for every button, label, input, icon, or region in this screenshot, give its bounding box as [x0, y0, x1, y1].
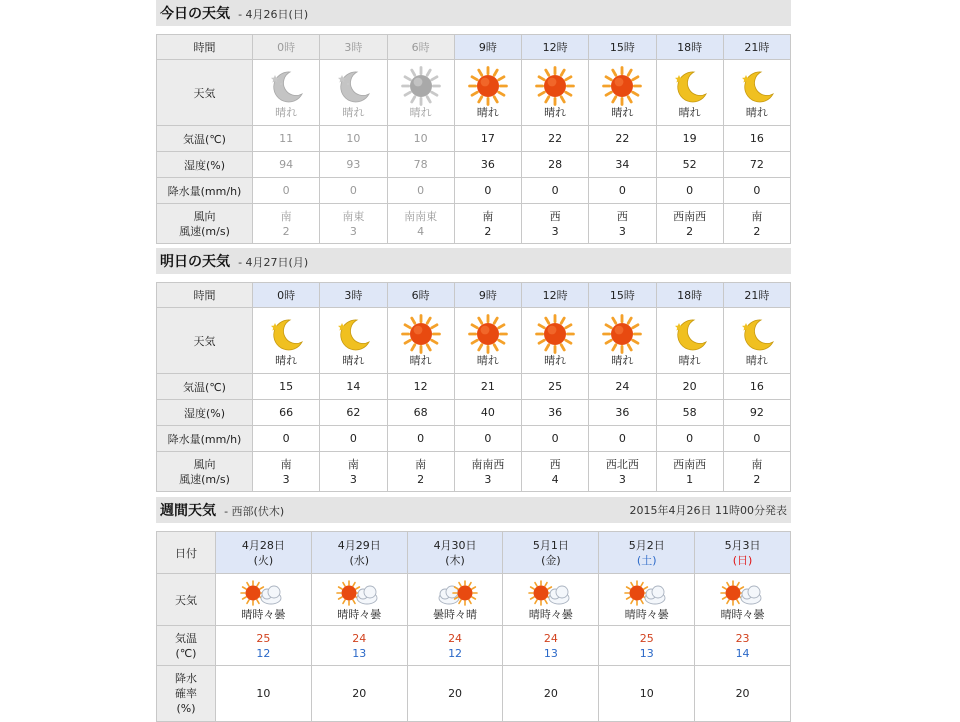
- precip-value: 0: [589, 426, 656, 452]
- wind-speed-value: 3: [349, 224, 357, 238]
- humidity-value: 36: [522, 400, 589, 426]
- rain-prob-value: 10: [216, 666, 312, 722]
- moon-icon: [737, 314, 777, 354]
- weekly-weather-cell: [695, 574, 791, 626]
- weather-cell: [723, 60, 790, 126]
- weather-cell: [656, 308, 723, 374]
- temp-value: 10: [387, 126, 454, 152]
- weather-text: 晴れ: [275, 353, 298, 367]
- humidity-label: 湿度(%): [157, 152, 253, 178]
- weather-text: 晴時々曇: [528, 607, 573, 621]
- sun-cloud-icon: [619, 578, 675, 608]
- wind-dir-value: 西南西: [673, 457, 707, 471]
- weather-text: 晴れ: [476, 353, 499, 367]
- weekday-text: (火): [253, 553, 274, 567]
- time-header: 6時: [387, 283, 454, 308]
- rain-label-1: 降水: [175, 672, 197, 685]
- weather-text: 晴れ: [409, 105, 432, 119]
- time-header: 9時: [454, 35, 521, 60]
- wind-dir-value: 西: [549, 209, 561, 223]
- temp-label: [157, 626, 216, 666]
- precip-row: [157, 178, 791, 204]
- humidity-value: 34: [589, 152, 656, 178]
- weather-cell: [589, 308, 656, 374]
- wind-cell: [723, 452, 790, 492]
- high-temp: 24: [352, 631, 367, 645]
- humidity-row: [157, 152, 791, 178]
- wind-cell: [253, 452, 320, 492]
- weather-text: 晴時々曇: [337, 607, 382, 621]
- humidity-value: 52: [656, 152, 723, 178]
- temp-value: 22: [522, 126, 589, 152]
- temp-value: 19: [656, 126, 723, 152]
- weather-cell: [454, 308, 521, 374]
- time-label: 時間: [157, 35, 253, 60]
- time-row: [157, 283, 791, 308]
- moon-icon: [333, 314, 373, 354]
- date-header: [216, 532, 312, 574]
- time-header: 12時: [522, 283, 589, 308]
- sun-icon: [468, 314, 508, 354]
- wind-speed-value: 2: [753, 472, 761, 486]
- rain-label-2: 確率: [175, 687, 197, 700]
- time-header: 3時: [320, 283, 387, 308]
- wind-cell: [522, 204, 589, 244]
- weather-cell: [253, 60, 320, 126]
- weather-label: 天気: [157, 308, 253, 374]
- date-text: 4月30日: [433, 538, 477, 552]
- temp-value: 20: [656, 374, 723, 400]
- wind-dir-value: 南: [415, 457, 427, 471]
- time-header: 9時: [454, 283, 521, 308]
- weather-text: 晴れ: [678, 353, 701, 367]
- rain-label-3: (%): [176, 702, 196, 715]
- rain-label: [157, 666, 216, 722]
- time-header: 18時: [656, 283, 723, 308]
- wind-dir-value: 西: [549, 457, 561, 471]
- wind-cell: [723, 204, 790, 244]
- humidity-value: 62: [320, 400, 387, 426]
- humidity-value: 66: [253, 400, 320, 426]
- weekly-weather-cell: [407, 574, 503, 626]
- wind-label: [157, 452, 253, 492]
- wind-speed-value: 4: [551, 472, 559, 486]
- weather-text: 晴れ: [745, 353, 768, 367]
- today-date: - 4月26日(日): [238, 8, 309, 21]
- temp-value: 15: [253, 374, 320, 400]
- moon-icon: [670, 66, 710, 106]
- temp-value: 16: [723, 126, 790, 152]
- wind-cell: [387, 204, 454, 244]
- date-header: [407, 532, 503, 574]
- weekly-temp-cell: [216, 626, 312, 666]
- time-header: 6時: [387, 35, 454, 60]
- temp-value: 11: [253, 126, 320, 152]
- wind-speed-value: 3: [349, 472, 357, 486]
- time-header: 0時: [253, 35, 320, 60]
- rain-prob-value: 20: [311, 666, 407, 722]
- humidity-value: 93: [320, 152, 387, 178]
- weekly-temp-cell: [311, 626, 407, 666]
- date-header: [695, 532, 791, 574]
- time-row: [157, 35, 791, 60]
- date-text: 5月2日: [628, 538, 665, 552]
- precip-label: 降水量(mm/h): [157, 426, 253, 452]
- moon-icon: [266, 66, 306, 106]
- humidity-row: [157, 400, 791, 426]
- weather-text: 晴れ: [409, 353, 432, 367]
- date-text: 4月29日: [337, 538, 381, 552]
- today-title: 今日の天気: [160, 6, 230, 22]
- wind-dir-value: 南: [482, 209, 494, 223]
- rain-prob-value: 10: [599, 666, 695, 722]
- wind-cell: [589, 452, 656, 492]
- high-temp: 24: [448, 631, 463, 645]
- forecast-page: [156, 0, 791, 722]
- time-header: 18時: [656, 35, 723, 60]
- today-table: [156, 34, 791, 244]
- today-header: [156, 0, 791, 26]
- time-header: 21時: [723, 35, 790, 60]
- temp-value: 16: [723, 374, 790, 400]
- weather-text: 晴時々曇: [720, 607, 765, 621]
- sun-icon: [602, 314, 642, 354]
- weather-text: 晴れ: [611, 353, 634, 367]
- time-header: 21時: [723, 283, 790, 308]
- precip-value: 0: [253, 178, 320, 204]
- time-header: 3時: [320, 35, 387, 60]
- temp-value: 14: [320, 374, 387, 400]
- tomorrow-title: 明日の天気: [160, 254, 230, 270]
- tomorrow-header: [156, 248, 791, 274]
- weather-row: [157, 308, 791, 374]
- wind-cell: [656, 452, 723, 492]
- sun-icon: [602, 66, 642, 106]
- weekly-header: [156, 497, 791, 523]
- wind-cell: [320, 204, 387, 244]
- date-row: [157, 532, 791, 574]
- cloud-sun-icon: [427, 578, 483, 608]
- precip-value: 0: [253, 426, 320, 452]
- sun-icon: [535, 314, 575, 354]
- wind-dir-value: 南南東: [404, 209, 438, 223]
- wind-dir-value: 西南西: [673, 209, 707, 223]
- precip-value: 0: [454, 178, 521, 204]
- low-temp: 14: [735, 646, 750, 660]
- sun-cloud-icon: [715, 578, 771, 608]
- weekly-issued: 2015年4月26日 11時00分発表: [629, 504, 787, 517]
- wind-dir-value: 南: [751, 209, 763, 223]
- wind-speed-value: 3: [551, 224, 559, 238]
- weekly-temp-cell: [599, 626, 695, 666]
- sun-icon: [401, 314, 441, 354]
- low-temp: 13: [639, 646, 654, 660]
- weather-text: 晴れ: [678, 105, 701, 119]
- wind-dir-label: 風向: [193, 457, 216, 471]
- wind-speed-value: 3: [484, 472, 492, 486]
- wind-dir-value: 南東: [342, 209, 365, 223]
- weather-cell: [522, 308, 589, 374]
- wind-speed-value: 2: [753, 224, 761, 238]
- temp-row: [157, 374, 791, 400]
- weekly-weather-cell: [216, 574, 312, 626]
- weather-text: 晴れ: [275, 105, 298, 119]
- sun-cloud-icon: [523, 578, 579, 608]
- temp-value: 24: [589, 374, 656, 400]
- weather-cell: [320, 60, 387, 126]
- weekly-temp-cell: [503, 626, 599, 666]
- time-header: 15時: [589, 283, 656, 308]
- wind-speed-value: 2: [417, 472, 425, 486]
- tomorrow-date: - 4月27日(月): [238, 256, 309, 269]
- humidity-value: 36: [454, 152, 521, 178]
- humidity-value: 92: [723, 400, 790, 426]
- weekly-temp-cell: [695, 626, 791, 666]
- wind-cell: [454, 452, 521, 492]
- precip-value: 0: [723, 178, 790, 204]
- weekly-temp-cell: [407, 626, 503, 666]
- wind-speed-label: 風速(m/s): [179, 472, 230, 486]
- sun-icon: [401, 66, 441, 106]
- precip-row: [157, 426, 791, 452]
- wind-speed-value: 4: [417, 224, 425, 238]
- high-temp: 25: [256, 631, 271, 645]
- precip-value: 0: [656, 426, 723, 452]
- wind-speed-value: 2: [686, 224, 694, 238]
- precip-value: 0: [320, 426, 387, 452]
- weather-cell: [454, 60, 521, 126]
- weather-cell: [387, 308, 454, 374]
- precip-value: 0: [522, 426, 589, 452]
- date-header: [599, 532, 695, 574]
- weather-row: [157, 60, 791, 126]
- temp-value: 21: [454, 374, 521, 400]
- sun-cloud-icon: [235, 578, 291, 608]
- weekly-title: 週間天気: [160, 503, 216, 519]
- weather-cell: [723, 308, 790, 374]
- temp-label-1: 気温: [175, 631, 197, 645]
- temp-value: 12: [387, 374, 454, 400]
- time-header: 15時: [589, 35, 656, 60]
- time-header: 0時: [253, 283, 320, 308]
- wind-speed-value: 3: [618, 472, 626, 486]
- wind-dir-value: 南: [280, 209, 292, 223]
- tomorrow-table: [156, 282, 791, 492]
- precip-value: 0: [656, 178, 723, 204]
- wind-cell: [656, 204, 723, 244]
- weekday-text: (土): [636, 553, 657, 567]
- weekday-text: (木): [445, 553, 465, 567]
- weekly-weather-row: [157, 574, 791, 626]
- weekday-text: (金): [541, 553, 561, 567]
- low-temp: 13: [352, 646, 367, 660]
- low-temp: 13: [543, 646, 558, 660]
- low-temp: 12: [256, 646, 271, 660]
- wind-dir-value: 南南西: [471, 457, 505, 471]
- wind-cell: [320, 452, 387, 492]
- precip-value: 0: [454, 426, 521, 452]
- wind-dir-value: 南: [280, 457, 292, 471]
- date-header: [503, 532, 599, 574]
- precip-value: 0: [589, 178, 656, 204]
- wind-speed-value: 3: [282, 472, 290, 486]
- weather-cell: [589, 60, 656, 126]
- precip-value: 0: [320, 178, 387, 204]
- date-text: 4月28日: [241, 538, 285, 552]
- time-header: 12時: [522, 35, 589, 60]
- temp-label-2: (℃): [175, 646, 197, 660]
- high-temp: 23: [735, 631, 750, 645]
- humidity-label: 湿度(%): [157, 400, 253, 426]
- temp-value: 10: [320, 126, 387, 152]
- weather-cell: [387, 60, 454, 126]
- wind-speed-value: 3: [618, 224, 626, 238]
- precip-value: 0: [522, 178, 589, 204]
- weather-cell: [656, 60, 723, 126]
- weather-text: 晴れ: [745, 105, 768, 119]
- weather-label: 天気: [157, 574, 216, 626]
- high-temp: 24: [543, 631, 558, 645]
- rain-prob-value: 20: [503, 666, 599, 722]
- wind-speed-value: 2: [484, 224, 492, 238]
- weather-text: 晴れ: [544, 353, 567, 367]
- humidity-value: 78: [387, 152, 454, 178]
- weather-text: 晴時々曇: [624, 607, 669, 621]
- wind-cell: [454, 204, 521, 244]
- wind-cell: [522, 452, 589, 492]
- sun-cloud-icon: [331, 578, 387, 608]
- weekday-text: (日): [732, 553, 753, 567]
- weather-cell: [522, 60, 589, 126]
- moon-icon: [266, 314, 306, 354]
- weekly-region: - 西部(伏木): [224, 505, 285, 518]
- wind-dir-value: 南: [347, 457, 359, 471]
- precip-value: 0: [387, 178, 454, 204]
- temp-label: 気温(℃): [157, 374, 253, 400]
- wind-cell: [387, 452, 454, 492]
- weather-cell: [253, 308, 320, 374]
- high-temp: 25: [639, 631, 654, 645]
- weekly-rain-row: [157, 666, 791, 722]
- wind-dir-value: 西北西: [605, 457, 639, 471]
- date-text: 5月1日: [532, 538, 569, 552]
- weather-label: 天気: [157, 60, 253, 126]
- weekday-text: (水): [349, 553, 370, 567]
- date-label: 日付: [157, 532, 216, 574]
- wind-dir-value: 西: [616, 209, 628, 223]
- weather-text: 晴れ: [611, 105, 634, 119]
- humidity-value: 94: [253, 152, 320, 178]
- humidity-value: 40: [454, 400, 521, 426]
- wind-speed-label: 風速(m/s): [179, 224, 230, 238]
- wind-speed-value: 1: [686, 472, 694, 486]
- wind-cell: [589, 204, 656, 244]
- precip-value: 0: [387, 426, 454, 452]
- date-header: [311, 532, 407, 574]
- weekly-table: [156, 531, 791, 722]
- humidity-value: 68: [387, 400, 454, 426]
- temp-value: 25: [522, 374, 589, 400]
- weekly-temp-row: [157, 626, 791, 666]
- wind-cell: [253, 204, 320, 244]
- rain-prob-value: 20: [407, 666, 503, 722]
- moon-icon: [737, 66, 777, 106]
- weather-text: 晴時々曇: [241, 607, 286, 621]
- time-label: 時間: [157, 283, 253, 308]
- weather-text: 晴れ: [342, 105, 365, 119]
- sun-icon: [535, 66, 575, 106]
- weekly-weather-cell: [311, 574, 407, 626]
- weather-text: 晴れ: [342, 353, 365, 367]
- temp-row: [157, 126, 791, 152]
- date-text: 5月3日: [724, 538, 761, 552]
- rain-prob-value: 20: [695, 666, 791, 722]
- weather-text: 晴れ: [544, 105, 567, 119]
- humidity-value: 28: [522, 152, 589, 178]
- wind-row: [157, 204, 791, 244]
- temp-value: 22: [589, 126, 656, 152]
- temp-value: 17: [454, 126, 521, 152]
- wind-label: [157, 204, 253, 244]
- wind-row: [157, 452, 791, 492]
- wind-speed-value: 2: [282, 224, 290, 238]
- moon-icon: [333, 66, 373, 106]
- precip-value: 0: [723, 426, 790, 452]
- precip-label: 降水量(mm/h): [157, 178, 253, 204]
- low-temp: 12: [448, 646, 463, 660]
- weather-text: 晴れ: [476, 105, 499, 119]
- temp-label: 気温(℃): [157, 126, 253, 152]
- weather-cell: [320, 308, 387, 374]
- weekly-weather-cell: [503, 574, 599, 626]
- humidity-value: 58: [656, 400, 723, 426]
- wind-dir-label: 風向: [193, 209, 216, 223]
- weather-text: 曇時々晴: [433, 607, 478, 621]
- sun-icon: [468, 66, 508, 106]
- weekly-weather-cell: [599, 574, 695, 626]
- wind-dir-value: 南: [751, 457, 763, 471]
- humidity-value: 36: [589, 400, 656, 426]
- humidity-value: 72: [723, 152, 790, 178]
- moon-icon: [670, 314, 710, 354]
